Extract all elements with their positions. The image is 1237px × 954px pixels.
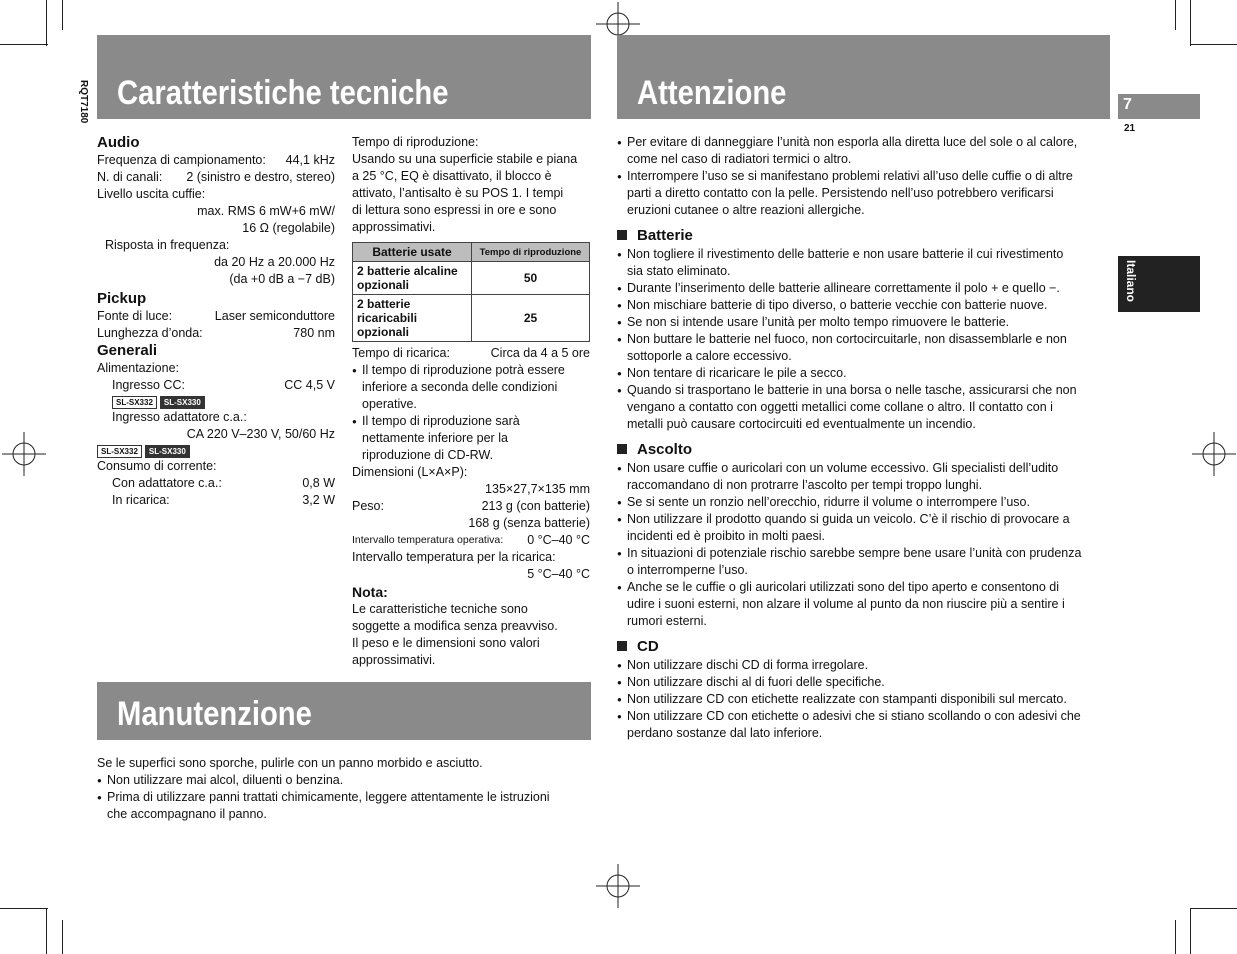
freq-value-2: (da +0 dB a −7 dB) bbox=[229, 272, 335, 286]
channels-value: 2 (sinistro e destro, stereo) bbox=[186, 170, 335, 184]
list-item-line: metalli può causare cortocircuiti ed eventualmente un incendio. bbox=[627, 417, 976, 431]
note-text: Le caratteristiche tecniche sono bbox=[352, 602, 528, 616]
list-item-line: Non utilizzare CD con etichette realizzate con stampanti disponibili sul mercato. bbox=[627, 692, 1067, 706]
page-number-tab bbox=[1118, 94, 1200, 119]
row1-label-line: 2 batterie alcaline bbox=[357, 264, 458, 278]
table-row bbox=[353, 295, 590, 342]
charge-value: Circa da 4 a 5 ore bbox=[490, 346, 590, 360]
maintenance-title-banner bbox=[97, 682, 591, 740]
dc-value: CC 4,5 V bbox=[284, 378, 335, 392]
adapter-label: Con adattatore c.a.: bbox=[112, 476, 222, 490]
ac-value: CA 220 V–230 V, 50/60 Hz bbox=[186, 427, 335, 441]
dimensions-value: 135×27,7×135 mm bbox=[485, 482, 590, 496]
model-badge-a: SL-SX332 bbox=[97, 445, 142, 458]
freq-label: Risposta in frequenza: bbox=[105, 238, 230, 252]
list-item-line: Quando si trasportano le batterie in una borsa o nelle tasche, assicurarsi che non bbox=[627, 383, 1077, 397]
sampling-label: Frequenza di campionamento: bbox=[97, 153, 266, 167]
table-cell-label bbox=[353, 262, 472, 295]
list-item bbox=[617, 657, 1112, 674]
op-temp-value: 0 °C–40 °C bbox=[527, 533, 590, 547]
list-item-line: parti a diretto contatto con la pelle. Persistendo nell’uso potrebbero verificarsi bbox=[627, 186, 1054, 200]
note-heading: Nota: bbox=[352, 584, 388, 600]
note-line: inferiore a seconda delle condizioni bbox=[362, 380, 558, 394]
note-bullet bbox=[352, 413, 590, 464]
list-item bbox=[617, 691, 1112, 708]
language-label: Italiano bbox=[1124, 260, 1138, 303]
listening-heading: Ascolto bbox=[637, 441, 693, 458]
freq-value-1: da 20 Hz a 20.000 Hz bbox=[214, 255, 335, 269]
attention-body bbox=[617, 134, 1112, 742]
source-value: Laser semiconduttore bbox=[214, 309, 335, 323]
table-header-time: Tempo di riproduzione bbox=[472, 243, 590, 262]
list-item-line: Non tentare di ricaricare le pile a secco. bbox=[627, 366, 847, 380]
list-item-line: Per evitare di danneggiare l’unità non esporla alla diretta luce del sole o al calore, bbox=[627, 135, 1078, 149]
op-temp-row bbox=[352, 532, 590, 549]
note-line: riproduzione di CD-RW. bbox=[362, 448, 494, 462]
model-badge-a: SL-SX332 bbox=[112, 396, 157, 409]
attention-intro-list bbox=[617, 134, 1112, 219]
note-line: operative. bbox=[362, 397, 417, 411]
source-row bbox=[97, 308, 335, 325]
charging-value: 3,2 W bbox=[302, 493, 335, 507]
list-item-line: come nel caso di radiatori termici o altro. bbox=[627, 152, 852, 166]
note-line: Il tempo di riproduzione sarà bbox=[362, 414, 520, 428]
batteries-heading: Batterie bbox=[637, 227, 693, 244]
sampling-value: 44,1 kHz bbox=[285, 153, 335, 167]
list-item-line: raccomandano di non protrarre l’ascolto per tempi troppo lunghi. bbox=[627, 478, 983, 492]
maintenance-line: che accompagnano il panno. bbox=[107, 807, 267, 821]
list-item bbox=[617, 280, 1112, 297]
list-item-line: Non utilizzare CD con etichette o adesivi che si stiano scollando o con adesivi che bbox=[627, 709, 1081, 723]
list-item bbox=[617, 331, 1112, 365]
table-header-row bbox=[353, 243, 590, 262]
play-time-text: attivato, l’antisalto è su POS 1. I tempi bbox=[352, 186, 564, 200]
list-item-line: Non utilizzare dischi CD di forma irregolare. bbox=[627, 658, 869, 672]
source-label: Fonte di luce: bbox=[97, 309, 173, 323]
doc-code-text: RQT7180 bbox=[78, 80, 89, 124]
consumption-label: Consumo di corrente: bbox=[97, 459, 217, 473]
row1-label-line: opzionali bbox=[357, 278, 409, 292]
specs-title: Caratteristiche tecniche bbox=[117, 74, 449, 112]
specs-column-1 bbox=[97, 134, 335, 509]
maintenance-body bbox=[97, 755, 591, 823]
audio-heading: Audio bbox=[97, 134, 140, 151]
language-tab bbox=[1118, 256, 1200, 312]
batteries-section-heading bbox=[617, 227, 1112, 245]
power-label: Alimentazione: bbox=[97, 361, 179, 375]
list-item-line: Non mischiare batterie di tipo diverso, o batterie vecchie con batterie nuove. bbox=[627, 298, 1048, 312]
list-item-line: o interromperne l’uso. bbox=[627, 563, 748, 577]
dimensions-label: Dimensioni (L×A×P): bbox=[352, 465, 468, 479]
list-item bbox=[617, 314, 1112, 331]
list-item-line: sia stato eliminato. bbox=[627, 264, 731, 278]
list-item-line: Non utilizzare il prodotto quando si guida un veicolo. C’è il rischio di provocare a bbox=[627, 512, 1070, 526]
listening-section-heading bbox=[617, 441, 1112, 459]
note-text: approssimativi. bbox=[352, 653, 436, 667]
list-item bbox=[617, 708, 1112, 742]
page-subnumber: 21 bbox=[1124, 123, 1136, 134]
page-number: 7 bbox=[1123, 96, 1132, 113]
list-item-line: Se si sente un ronzio nell’orecchio, ridurre il volume o interrompere l’uso. bbox=[627, 495, 1030, 509]
table-row bbox=[353, 262, 590, 295]
list-item-line: perdano sostanze dal lato inferiore. bbox=[627, 726, 823, 740]
list-item-line: Interrompere l’uso se si manifestano problemi relativi all’uso delle cuffie o di altre bbox=[627, 169, 1073, 183]
table-cell-value: 50 bbox=[472, 262, 590, 295]
table-cell-value: 25 bbox=[472, 295, 590, 342]
model-badge-b: SL-SX330 bbox=[160, 396, 205, 409]
play-time-text: approssimativi. bbox=[352, 220, 436, 234]
list-item-line: rumori esterni. bbox=[627, 614, 707, 628]
list-item-line: sottoporle a calore eccessivo. bbox=[627, 349, 792, 363]
battery-table bbox=[352, 242, 590, 342]
list-item bbox=[617, 674, 1112, 691]
charge-temp-label: Intervallo temperatura per la ricarica: bbox=[352, 550, 556, 564]
note-bullet bbox=[352, 362, 590, 413]
note-text: soggette a modifica senza preavviso. bbox=[352, 619, 558, 633]
maintenance-line: Prima di utilizzare panni trattati chimicamente, leggere attentamente le istruzioni bbox=[107, 790, 550, 804]
dc-label: Ingresso CC: bbox=[112, 378, 185, 392]
list-item-line: Non togliere il rivestimento delle batterie e non usare batterie il cui rivestimento bbox=[627, 247, 1064, 261]
listening-list bbox=[617, 460, 1112, 630]
play-time-text: Usando su una superficie stabile e piana bbox=[352, 152, 578, 166]
output-value-2: 16 Ω (regolabile) bbox=[242, 221, 335, 235]
play-time-text: a 25 °C, EQ è disattivato, il blocco è bbox=[352, 169, 552, 183]
wavelength-value: 780 nm bbox=[293, 326, 335, 340]
play-time-text: di lettura sono espressi in ore e sono bbox=[352, 203, 557, 217]
specs-title-banner bbox=[97, 35, 591, 119]
list-item-line: Durante l’inserimento delle batterie allineare correttamente il polo + e quello −. bbox=[627, 281, 1060, 295]
ac-label: Ingresso adattatore c.a.: bbox=[112, 410, 247, 424]
list-item-line: Non usare cuffie o auricolari con un volume eccessivo. Gli specialisti dell’udito bbox=[627, 461, 1059, 475]
list-item-line: Non utilizzare dischi al di fuori delle specifiche. bbox=[627, 675, 885, 689]
table-cell-label bbox=[353, 295, 472, 342]
weight-label: Peso: bbox=[352, 499, 384, 513]
ac-models bbox=[97, 443, 335, 458]
charge-label: Tempo di ricarica: bbox=[352, 346, 450, 360]
op-temp-label: Intervallo temperatura operativa: bbox=[352, 534, 504, 546]
list-item bbox=[617, 460, 1112, 494]
note-line: nettamente inferiore per la bbox=[362, 431, 508, 445]
cd-list bbox=[617, 657, 1112, 742]
row2-label-line: opzionali bbox=[357, 325, 409, 339]
maintenance-title: Manutenzione bbox=[117, 695, 312, 733]
maintenance-intro: Se le superfici sono sporche, pulirle con un panno morbido e asciutto. bbox=[97, 756, 483, 770]
note-line: Il tempo di riproduzione potrà essere bbox=[362, 363, 565, 377]
adapter-row bbox=[97, 475, 335, 492]
list-item bbox=[617, 382, 1112, 433]
output-label: Livello uscita cuffie: bbox=[97, 187, 206, 201]
channels-label: N. di canali: bbox=[97, 170, 163, 184]
list-item-line: Non buttare le batterie nel fuoco, non cortocircuitarle, non disassemblarle e non bbox=[627, 332, 1067, 346]
list-item-line: vengano a contatto con oggetti metallici come collane o altro. Il contatto con i bbox=[627, 400, 1053, 414]
output-value-1: max. RMS 6 mW+6 mW/ bbox=[197, 204, 335, 218]
square-bullet-icon bbox=[617, 641, 627, 651]
adapter-value: 0,8 W bbox=[302, 476, 335, 490]
square-bullet-icon bbox=[617, 230, 627, 240]
registration-mark-left-icon bbox=[2, 432, 46, 476]
attention-title: Attenzione bbox=[637, 74, 787, 112]
wavelength-row bbox=[97, 325, 335, 342]
attention-title-banner bbox=[617, 35, 1110, 119]
charging-row bbox=[97, 492, 335, 509]
sampling-row bbox=[97, 152, 335, 169]
list-item-line: eruzioni cutanee o altre reazioni allergiche. bbox=[627, 203, 865, 217]
registration-mark-bottom-icon bbox=[596, 864, 640, 908]
pickup-heading: Pickup bbox=[97, 290, 147, 307]
list-item bbox=[617, 494, 1112, 511]
list-item-line: In situazioni di potenziale rischio sarebbe sempre bene usare l’unità con prudenza bbox=[627, 546, 1082, 560]
specs-column-2 bbox=[352, 134, 590, 669]
dc-models bbox=[97, 394, 335, 409]
cd-section-heading bbox=[617, 638, 1112, 656]
row2-label-line: 2 batterie bbox=[357, 297, 411, 311]
cd-heading: CD bbox=[637, 638, 659, 655]
list-item-line: Anche se le cuffie o gli auricolari utilizzati sono del tipo aperto e consentono di bbox=[627, 580, 1059, 594]
wavelength-label: Lunghezza d’onda: bbox=[97, 326, 203, 340]
batteries-list bbox=[617, 246, 1112, 433]
registration-mark-right-icon bbox=[1192, 432, 1236, 476]
doc-code bbox=[76, 80, 90, 124]
list-item bbox=[617, 579, 1112, 630]
row2-label-line: ricaricabili bbox=[357, 311, 418, 325]
square-bullet-icon bbox=[617, 444, 627, 454]
charging-label: In ricarica: bbox=[112, 493, 170, 507]
maintenance-bullet: ● Non utilizzare mai alcol, diluenti o benzina. bbox=[97, 772, 591, 789]
table-header-batteries: Batterie usate bbox=[353, 243, 472, 262]
charge-temp-value: 5 °C–40 °C bbox=[527, 567, 590, 581]
list-item bbox=[617, 246, 1112, 280]
dc-row bbox=[97, 377, 335, 394]
list-item bbox=[617, 168, 1112, 219]
list-item-line: udire i suoni esterni, non alzare il volume al punto da non riuscire più a sentire i bbox=[627, 597, 1065, 611]
note-text: Il peso e le dimensioni sono valori bbox=[352, 636, 540, 650]
list-item-line: incidenti ed è proibito in molti paesi. bbox=[627, 529, 826, 543]
charge-row bbox=[352, 345, 590, 362]
list-item bbox=[617, 545, 1112, 579]
maintenance-bullet bbox=[97, 789, 591, 823]
channels-row bbox=[97, 169, 335, 186]
play-time-label: Tempo di riproduzione: bbox=[352, 135, 479, 149]
list-item bbox=[617, 365, 1112, 382]
general-heading: Generali bbox=[97, 342, 158, 359]
model-badge-b: SL-SX330 bbox=[145, 445, 190, 458]
list-item-line: Se non si intende usare l’unità per molto tempo rimuovere le batterie. bbox=[627, 315, 1010, 329]
weight-value-2: 168 g (senza batterie) bbox=[468, 516, 590, 530]
weight-row bbox=[352, 498, 590, 515]
list-item bbox=[617, 297, 1112, 314]
weight-value-1: 213 g (con batterie) bbox=[481, 499, 590, 513]
list-item bbox=[617, 134, 1112, 168]
list-item bbox=[617, 511, 1112, 545]
